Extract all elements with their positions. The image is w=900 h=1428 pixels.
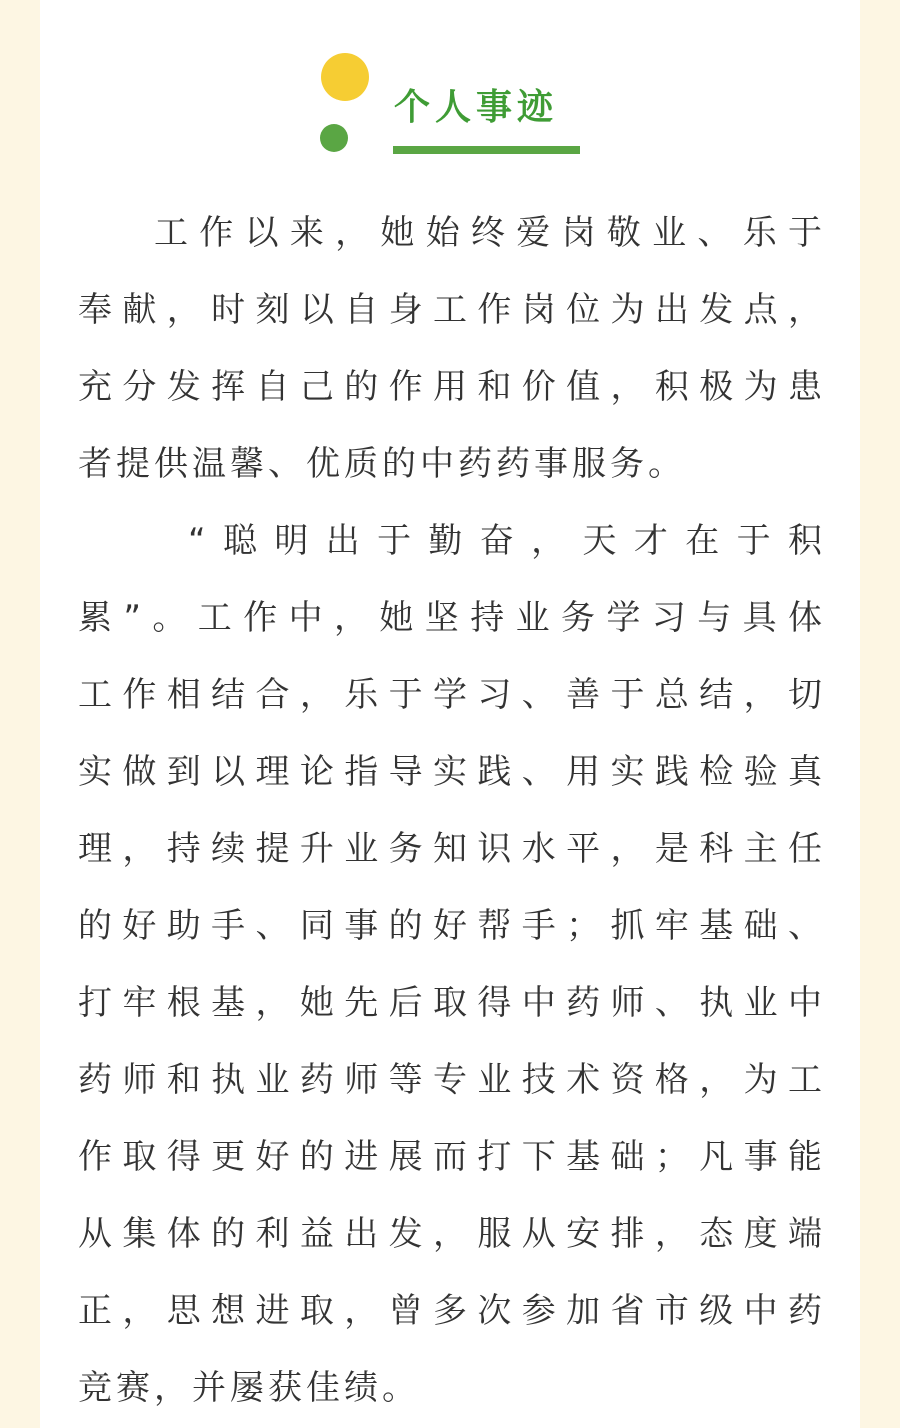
paragraph-2-line-12: 竞赛，并屡获佳绩。 <box>78 1368 420 1408</box>
paragraph-1-line-1: 工作以来，她始终爱岗敬业、乐于 <box>154 213 822 253</box>
paragraph-2-line-10: 从集体的利益出发，服从安排，态度端 <box>78 1214 822 1254</box>
paragraph-2-line-1: “聪明出于勤奋，天才在于积 <box>188 521 822 561</box>
paragraph-2-line-5: 理，持续提升业务知识水平，是科主任 <box>78 829 822 869</box>
paragraph-1-line-4: 者提供温馨、优质的中药药事服务。 <box>78 444 686 484</box>
paragraph-2-line-3: 工作相结合，乐于学习、善于总结，切 <box>78 675 822 715</box>
paragraph-2-line-6: 的好助手、同事的好帮手；抓牢基础、 <box>78 906 822 946</box>
section-title: 个人事迹 <box>394 87 559 128</box>
paragraph-2-line-7: 打牢根基，她先后取得中药师、执业中 <box>78 983 822 1023</box>
paragraph-1-line-2: 奉献，时刻以自身工作岗位为出发点， <box>78 290 822 330</box>
paragraph-2-line-11: 正，思想进取，曾多次参加省市级中药 <box>78 1291 822 1331</box>
yellow-dot-decoration <box>321 53 369 101</box>
green-dot-decoration <box>320 124 348 152</box>
paragraph-2-line-2: 累”。工作中，她坚持业务学习与具体 <box>78 598 822 638</box>
article-card <box>40 0 860 1428</box>
paragraph-2-line-8: 药师和执业药师等专业技术资格，为工 <box>78 1060 822 1100</box>
paragraph-2-line-4: 实做到以理论指导实践、用实践检验真 <box>78 752 822 792</box>
paragraph-1-line-3: 充分发挥自己的作用和价值，积极为患 <box>78 367 822 407</box>
paragraph-2-line-9: 作取得更好的进展而打下基础；凡事能 <box>78 1137 822 1177</box>
title-underline <box>393 146 580 154</box>
